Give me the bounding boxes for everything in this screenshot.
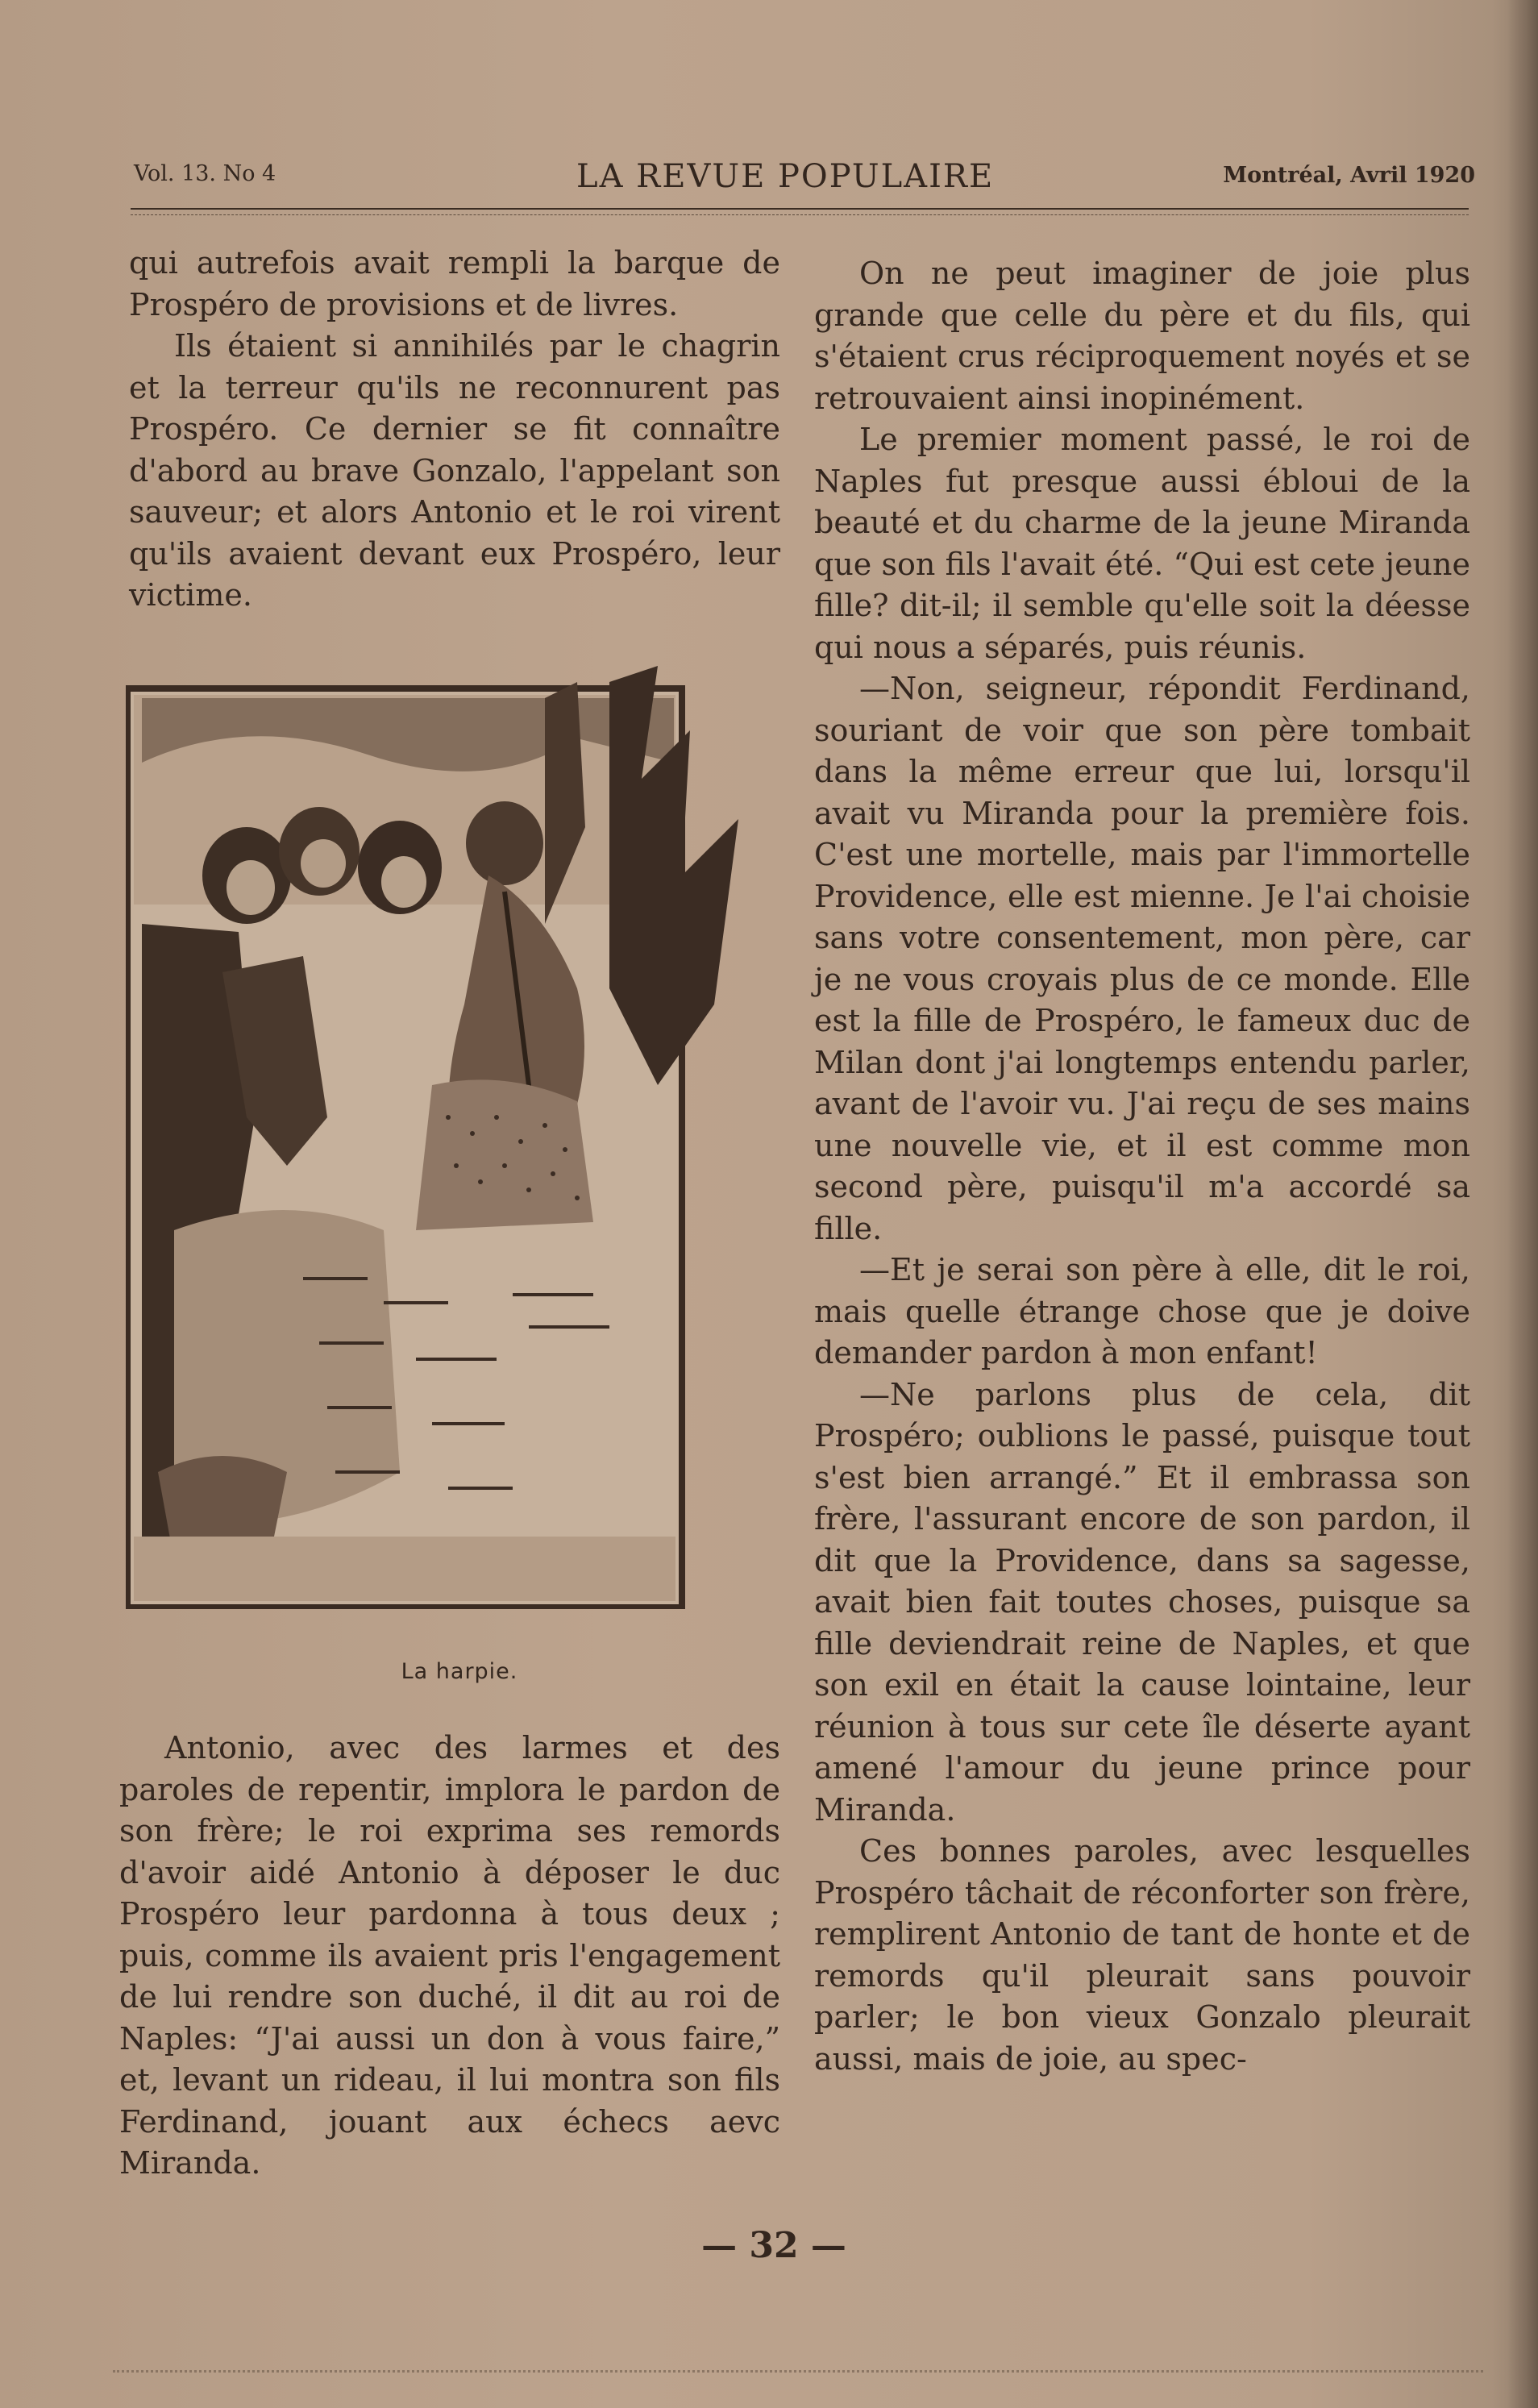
left-column-top [129, 243, 780, 617]
paragraph: —Non, seigneur, répondit Ferdinand, souriant de voir que son père tombait dans la même erreur que lui, lorsqu'il avait vu Miranda pour la première fois. C'est une mortelle, mais par l'immortelle Providence, elle est mienne. Je l'ai choisie sans votre consentement, mon père, car je ne vous croyais plus de ce monde. Elle est la fille de Prospéro, le fameux duc de Milan dont j'ai longtemps entendu parler, avant de l'avoir vu. J'ai reçu de ses mains une nouvelle vie, et il est comme mon second père, puisqu'il m'a accordé sa fille. [814, 671, 1470, 1246]
page-edge-shadow [1507, 0, 1538, 2408]
paragraph: Ils étaient si annihilés par le chagrin et la terreur qu'ils ne reconnurent pas Prospéro. Ce dernier se fit connaître d'abord au brave Gonzalo, l'appelant son sauveur; et alors Antonio et le roi virent qu'ils avaient devant eux Prospéro, leur victime. [129, 328, 780, 613]
volume-number: Vol. 13. No 4 [134, 161, 276, 186]
paragraph: Le premier moment passé, le roi de Naples fut presque aussi ébloui de la beauté et du charme de la jeune Miranda que son fils l'avait été. “Qui est cete jeune fille? dit-il; il semble qu'elle soit la déesse qui nous a séparés, puis réunis. [814, 422, 1470, 665]
illustration-caption: La harpie. [401, 1659, 518, 1684]
paragraph: qui autrefois avait rempli la barque de Prospéro de provisions et de livres. [129, 245, 780, 322]
paragraph: —Et je serai son père à elle, dit le roi, mais quelle étrange chose que je doive demander pardon à mon enfant! [814, 1252, 1470, 1370]
bottom-print-noise [113, 2370, 1483, 2389]
page-number: — 32 — [701, 2225, 846, 2266]
header-rule [131, 208, 1469, 210]
paragraph: Antonio, avec des larmes et des paroles de repentir, implora le pardon de son frère; le roi exprima ses remords d'avoir aidé Antonio à déposer le duc Prospéro leur pardonna à tous deux ; puis, comme ils avaient pris l'engagement de lui rendre son duché, il dit au roi de Naples: “J'ai aussi un don à vous faire,” et, levant un rideau, il lui montra son fils Ferdinand, jouant aux échecs aevc Miranda. [119, 1730, 780, 2181]
left-column-bottom [119, 1728, 780, 2185]
magazine-title: LA REVUE POPULAIRE [576, 158, 995, 195]
header-rule-dashed [131, 214, 1469, 215]
paragraph: On ne peut imaginer de joie plus grande que celle du père et du fils, qui s'étaient crus réciproquement noyés et se retrouvaient ainsi inopinément. [814, 256, 1470, 416]
paragraph: —Ne parlons plus de cela, dit Prospéro; oublions le passé, puisque tout s'est bien arrangé.” Et il embrassa son frère, l'assurant encore de son pardon, il dit que la Providence, dans sa sagesse, avait bien fait toutes choses, puisque sa fille deviendrait reine de Naples, et que son exil en était la cause lointaine, leur réunion à tous sur cete île déserte ayant amené l'amour du jeune prince pour Miranda. [814, 1376, 1470, 1828]
harpy-engraving [126, 666, 767, 1609]
illustration-harpy [126, 666, 767, 1609]
running-header [129, 158, 1475, 206]
paragraph: Ces bonnes paroles, avec lesquelles Prospéro tâchait de réconforter son frère, remplirent Antonio de tant de honte et de remords qu'il pleurait sans pouvoir parler; le bon vieux Gonzalo pleurait aussi, mais de joie, au spec- [814, 1833, 1470, 2077]
right-column [814, 253, 1470, 2080]
dateline: Montréal, Avril 1920 [1223, 163, 1475, 188]
